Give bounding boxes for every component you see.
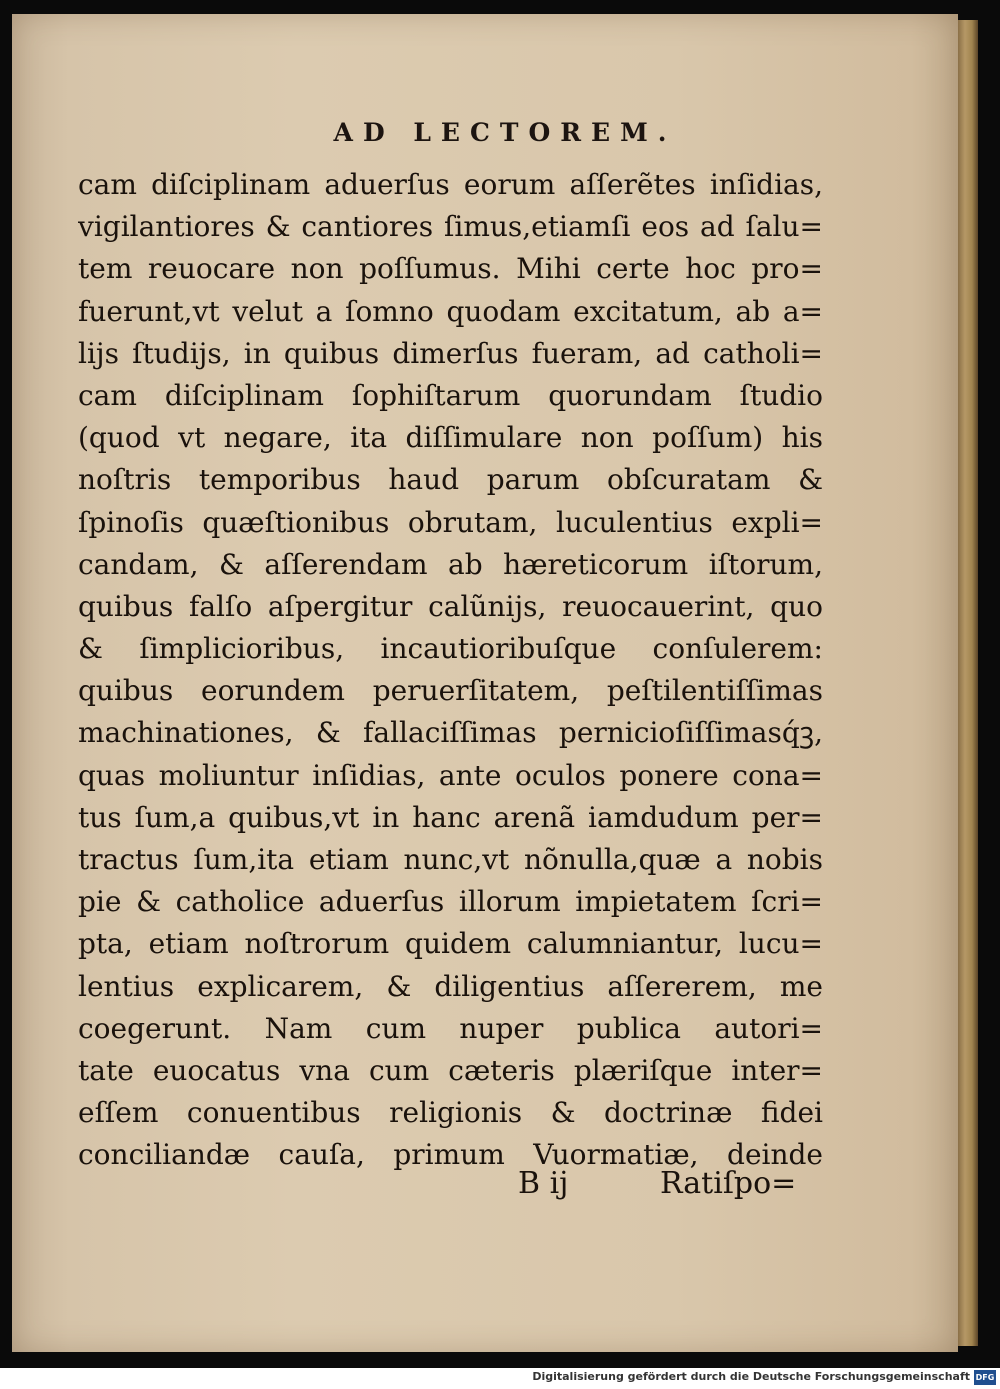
dfg-logo-icon: DFG — [974, 1370, 996, 1385]
text-line: noſtris temporibus haud parum obſcuratam & — [78, 463, 823, 497]
catchword: Ratiſpo= — [660, 1166, 797, 1201]
book-page — [12, 14, 958, 1352]
text-line: ſpinoſis quæſtionibus obrutam, luculentius expli= — [78, 505, 823, 539]
text-line: tate euocatus vna cum cæteris plæriſque inter= — [78, 1053, 823, 1087]
text-line: lentius explicarem, & diligentius aſſererem, me — [78, 969, 823, 1003]
text-line: cam diſciplinam aduerſus eorum aſſerẽtes inſidias, — [78, 168, 823, 201]
text-line: fuerunt,vt velut a ſomno quodam excitatum, ab a= — [78, 294, 823, 328]
text-line: pta, etiam noſtrorum quidem calumniantur, lucu= — [78, 927, 823, 961]
text-line: eſſem conuentibus religionis & doctrinæ fidei — [78, 1096, 823, 1130]
signature-mark: B ij — [518, 1166, 569, 1201]
text-line: machinationes, & fallaciſſimas pernicioſiſſimasq́ꝫ, — [78, 716, 823, 750]
body-text — [78, 164, 823, 1177]
running-head: AD LECTOREM. — [333, 118, 677, 147]
catchline — [12, 1166, 958, 1206]
text-line: tem reuocare non poſſumus. Mihi certe hoc pro= — [78, 252, 823, 286]
footer-bar — [0, 1368, 1000, 1389]
text-line: conciliandæ cauſa, primum Vuormatiæ, deinde — [78, 1138, 823, 1172]
text-line: & ſimplicioribus, incautioribuſque conſulerem: — [78, 632, 823, 666]
page-edge — [958, 20, 978, 1346]
text-line: coegerunt. Nam cum nuper publica autori= — [78, 1011, 823, 1045]
text-line: pie & catholice aduerſus illorum impietatem ſcri= — [78, 885, 823, 919]
text-line: quibus eorundem peruerſitatem, peſtilentiſſimas — [78, 674, 823, 708]
text-line: candam, & aſſerendam ab hæreticorum iſtorum, — [78, 547, 823, 581]
text-line: (quod vt negare, ita diſſimulare non poſſum) his — [78, 421, 823, 455]
text-line: lijs ſtudijs, in quibus dimerſus fueram, ad catholi= — [78, 336, 823, 370]
text-line: tus ſum,a quibus,vt in hanc arenã iamdudum per= — [78, 800, 823, 834]
text-line: tractus ſum,ita etiam nunc,vt nõnulla,quæ a nobis — [78, 843, 823, 876]
text-line: vigilantiores & cantiores ſimus,etiamſi eos ad ſalu= — [78, 210, 823, 244]
footer-credit: Digitalisierung gefördert durch die Deutsche Forschungsgemeinschaft — [532, 1370, 970, 1383]
text-line: cam diſciplinam ſophiſtarum quorundam ſtudio — [78, 378, 823, 412]
text-line: quibus falſo aſpergitur calũnijs, reuocauerint, quo — [78, 589, 823, 623]
text-line: quas moliuntur inſidias, ante oculos ponere cona= — [78, 758, 823, 792]
